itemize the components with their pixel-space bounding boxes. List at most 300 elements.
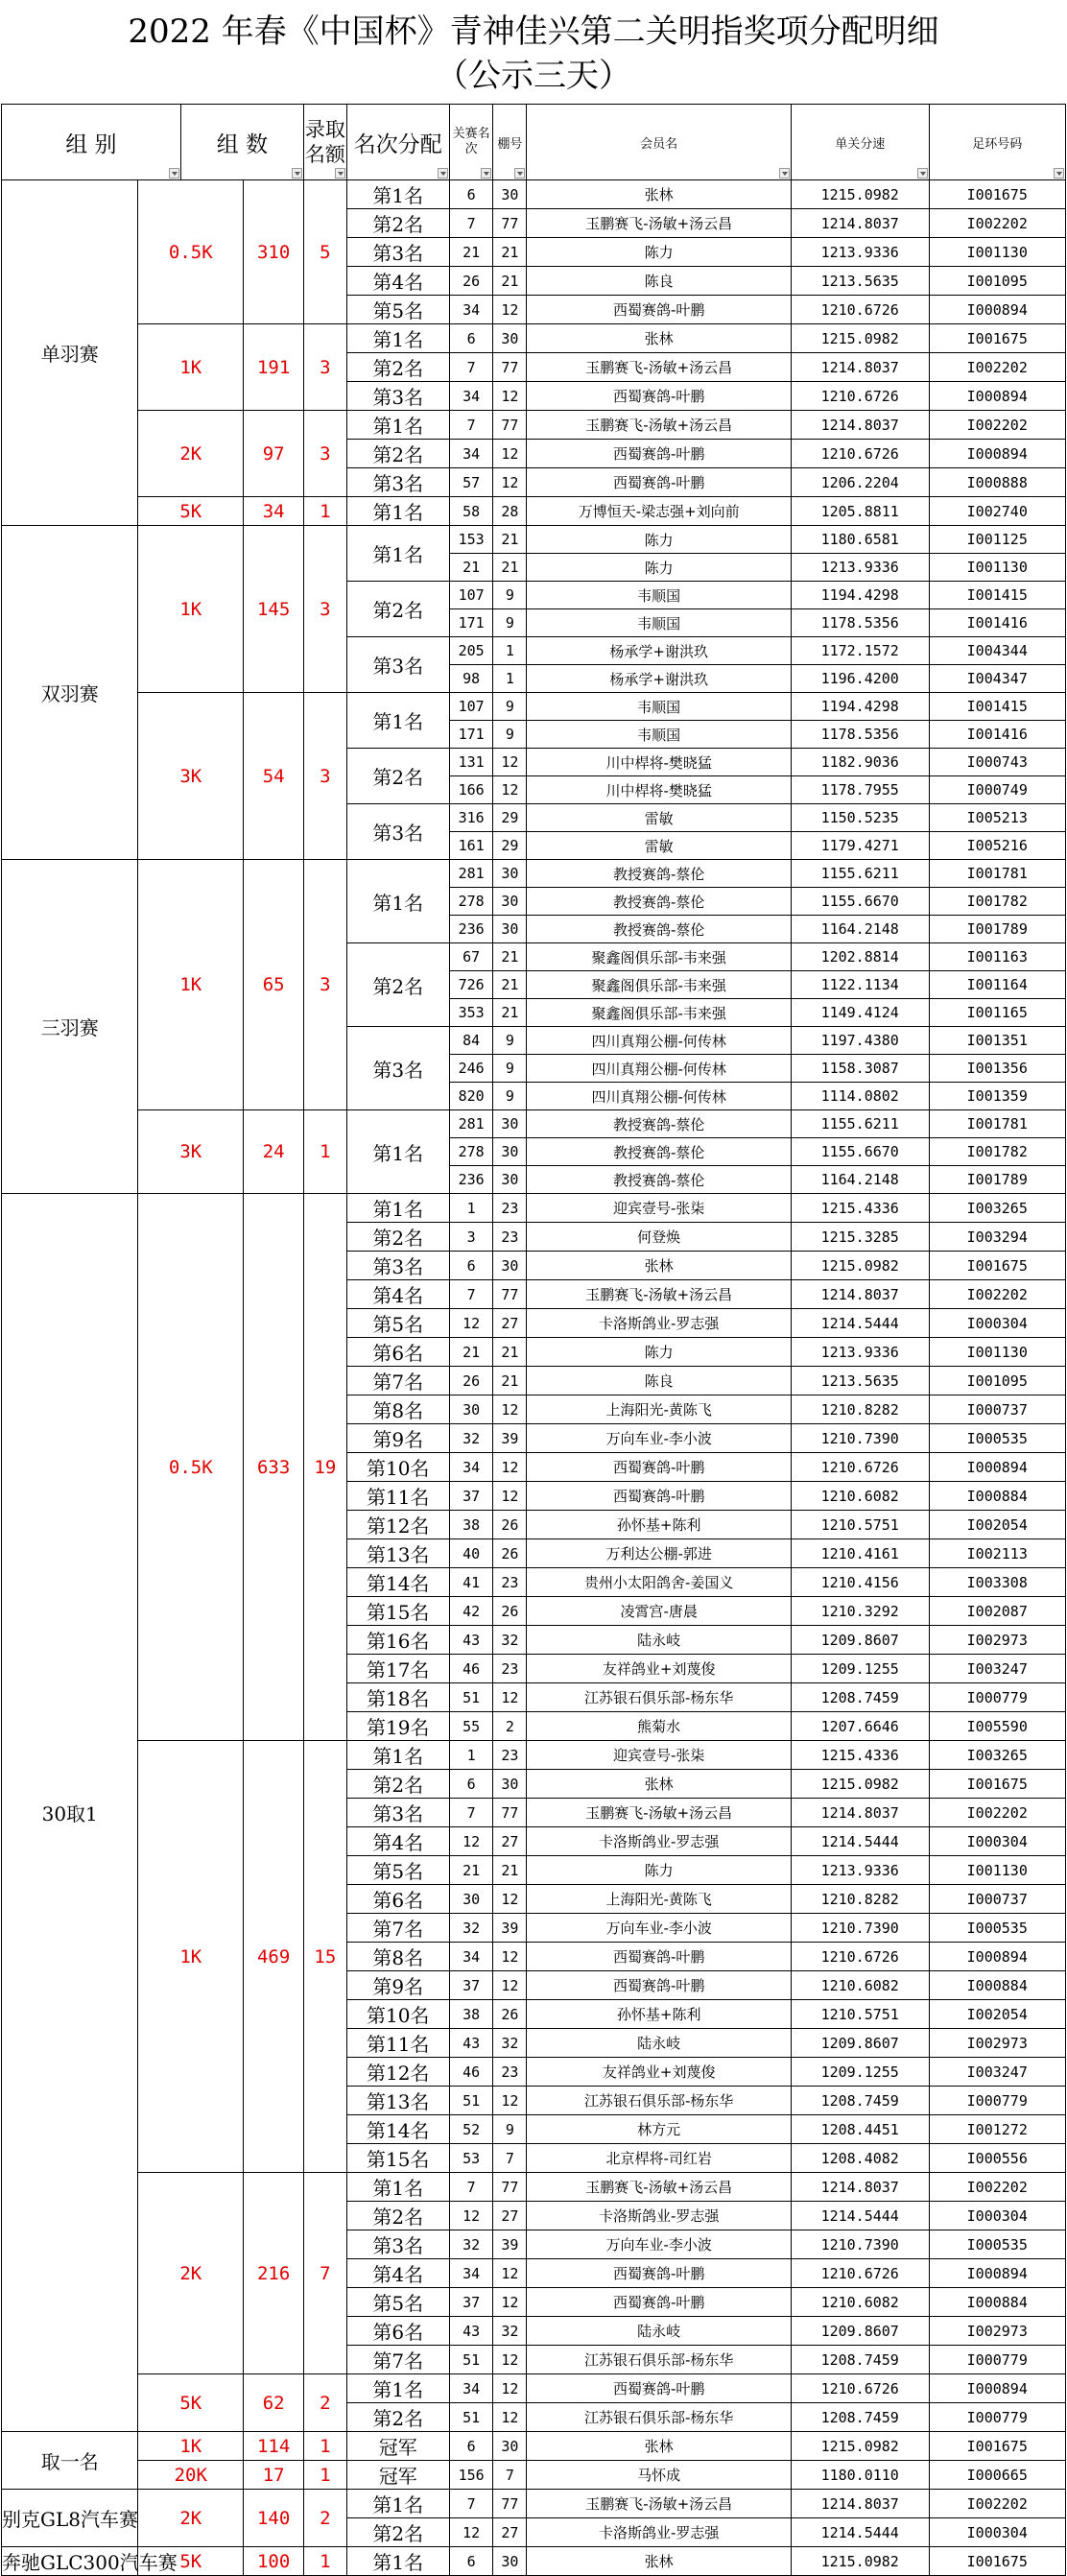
ring-number-cell: I001130	[929, 238, 1066, 267]
header-ring: 足环号码	[929, 105, 1066, 180]
speed-cell: 1214.8037	[791, 2173, 929, 2202]
ring-number-cell: I002973	[929, 1626, 1066, 1655]
cage-cell: 30	[493, 1770, 527, 1799]
speed-cell: 1213.9336	[791, 554, 929, 582]
rank-cell: 第11名	[346, 2029, 449, 2058]
cage-cell: 23	[493, 1194, 527, 1223]
cage-cell: 30	[493, 916, 527, 943]
group-count-cell: 191	[244, 324, 304, 411]
ring-number-cell: I001781	[929, 1110, 1066, 1138]
ring-number-cell: I003265	[929, 1194, 1066, 1223]
member-name-cell: 江苏银石俱乐部-杨东华	[527, 2087, 791, 2115]
rank-cell: 第2名	[346, 353, 449, 382]
speed-cell: 1214.8037	[791, 2490, 929, 2518]
race-rank-cell: 40	[449, 1539, 493, 1568]
member-name-cell: 西蜀赛鸽-叶鹏	[527, 1971, 791, 2000]
cage-cell: 21	[493, 971, 527, 999]
speed-cell: 1213.5635	[791, 1367, 929, 1395]
ring-number-cell: I001675	[929, 324, 1066, 353]
cage-cell: 30	[493, 2547, 527, 2576]
rank-cell: 冠军	[346, 2432, 449, 2461]
race-rank-cell: 46	[449, 2058, 493, 2087]
member-name-cell: 孙怀基+陈利	[527, 1511, 791, 1539]
rank-cell: 第1名	[346, 693, 449, 749]
rank-cell: 第3名	[346, 382, 449, 411]
rank-cell: 第4名	[346, 2259, 449, 2288]
ring-number-cell: I000779	[929, 2403, 1066, 2432]
speed-cell: 1210.8282	[791, 1395, 929, 1424]
cage-cell: 39	[493, 2230, 527, 2259]
ring-number-cell: I000894	[929, 2259, 1066, 2288]
filter-dropdown-icon[interactable]	[514, 168, 525, 179]
quota-cell: 2	[304, 2490, 346, 2547]
ring-number-cell: I001675	[929, 2547, 1066, 2576]
speed-cell: 1172.1572	[791, 637, 929, 665]
race-rank-cell: 156	[449, 2461, 493, 2490]
member-name-cell: 迎宾壹号-张柒	[527, 1194, 791, 1223]
race-rank-cell: 6	[449, 1770, 493, 1799]
filter-dropdown-icon[interactable]	[481, 168, 491, 179]
member-name-cell: 林方元	[527, 2115, 791, 2144]
ring-number-cell: I001675	[929, 1252, 1066, 1280]
cage-cell: 1	[493, 665, 527, 693]
race-rank-cell: 107	[449, 582, 493, 609]
speed-cell: 1215.0982	[791, 2432, 929, 2461]
distance-class-cell: 20K	[138, 2461, 244, 2490]
speed-cell: 1206.2204	[791, 468, 929, 497]
cage-cell: 12	[493, 2087, 527, 2115]
member-name-cell: 教授赛鸽-蔡伦	[527, 916, 791, 943]
ring-number-cell: I002054	[929, 2000, 1066, 2029]
cage-cell: 23	[493, 2058, 527, 2087]
rank-cell: 第8名	[346, 1943, 449, 1971]
speed-cell: 1213.9336	[791, 238, 929, 267]
member-name-cell: 教授赛鸽-蔡伦	[527, 1110, 791, 1138]
speed-cell: 1214.5444	[791, 2518, 929, 2547]
member-name-cell: 玉鹏赛飞-汤敏+汤云昌	[527, 209, 791, 238]
ring-number-cell: I001095	[929, 267, 1066, 296]
table-row	[2, 2374, 1066, 2403]
filter-dropdown-icon[interactable]	[169, 168, 179, 179]
member-name-cell: 四川真翔公棚-何传林	[527, 1083, 791, 1110]
speed-cell: 1208.7459	[791, 1683, 929, 1712]
rank-cell: 第12名	[346, 1511, 449, 1539]
member-name-cell: 教授赛鸽-蔡伦	[527, 1166, 791, 1194]
quota-cell: 1	[304, 1110, 346, 1194]
distance-class-cell: 2K	[138, 411, 244, 497]
group-count-cell: 62	[244, 2374, 304, 2432]
member-name-cell: 陈力	[527, 526, 791, 554]
race-rank-cell: 6	[449, 2547, 493, 2576]
member-name-cell: 北京桿将-司红岩	[527, 2144, 791, 2173]
race-rank-cell: 166	[449, 776, 493, 804]
member-name-cell: 友祥鸽业+刘蔑俊	[527, 1655, 791, 1683]
cage-cell: 30	[493, 888, 527, 916]
filter-dropdown-icon[interactable]	[438, 168, 448, 179]
table-row	[2, 1194, 1066, 1223]
rank-cell: 第7名	[346, 2346, 449, 2374]
group-count-cell: 24	[244, 1110, 304, 1194]
cage-cell: 23	[493, 1741, 527, 1770]
cage-cell: 27	[493, 2202, 527, 2230]
ring-number-cell: I000779	[929, 2087, 1066, 2115]
rank-cell: 第1名	[346, 411, 449, 440]
race-rank-cell: 131	[449, 749, 493, 776]
cage-cell: 28	[493, 497, 527, 526]
ring-number-cell: I004344	[929, 637, 1066, 665]
rank-cell: 第2名	[346, 943, 449, 1027]
quota-cell: 3	[304, 693, 346, 860]
document-title: 2022 年春《中国杯》青神佳兴第二关明指奖项分配明细	[128, 12, 939, 51]
ring-number-cell: I000894	[929, 296, 1066, 324]
speed-cell: 1215.3285	[791, 1223, 929, 1252]
member-name-cell: 凌霄宫-唐晨	[527, 1597, 791, 1626]
member-name-cell: 马怀成	[527, 2461, 791, 2490]
speed-cell: 1210.7390	[791, 1914, 929, 1943]
cage-cell: 30	[493, 180, 527, 209]
race-rank-cell: 43	[449, 2029, 493, 2058]
speed-cell: 1209.8607	[791, 1626, 929, 1655]
race-rank-cell: 26	[449, 1367, 493, 1395]
ring-number-cell: I002202	[929, 411, 1066, 440]
cage-cell: 21	[493, 554, 527, 582]
speed-cell: 1214.5444	[791, 2202, 929, 2230]
rank-cell: 第3名	[346, 2230, 449, 2259]
ring-number-cell: I001359	[929, 1083, 1066, 1110]
member-name-cell: 陆永岐	[527, 2029, 791, 2058]
distance-class-cell: 1K	[138, 526, 244, 693]
ring-number-cell: I002054	[929, 1511, 1066, 1539]
ring-number-cell: I000665	[929, 2461, 1066, 2490]
speed-cell: 1210.6726	[791, 440, 929, 468]
ring-number-cell: I000894	[929, 2374, 1066, 2403]
race-rank-cell: 1	[449, 1741, 493, 1770]
speed-cell: 1215.4336	[791, 1741, 929, 1770]
cage-cell: 77	[493, 2490, 527, 2518]
cage-cell: 9	[493, 582, 527, 609]
rank-cell: 第2名	[346, 582, 449, 637]
rank-cell: 第2名	[346, 2202, 449, 2230]
race-rank-cell: 34	[449, 440, 493, 468]
member-name-cell: 教授赛鸽-蔡伦	[527, 860, 791, 888]
speed-cell: 1210.6082	[791, 1482, 929, 1511]
quota-cell: 19	[304, 1194, 346, 1741]
rank-cell: 第2名	[346, 1223, 449, 1252]
ring-number-cell: I001781	[929, 860, 1066, 888]
quota-cell: 3	[304, 526, 346, 693]
member-name-cell: 玉鹏赛飞-汤敏+汤云昌	[527, 2490, 791, 2518]
race-rank-cell: 21	[449, 1856, 493, 1885]
ring-number-cell: I000888	[929, 468, 1066, 497]
rank-cell: 第3名	[346, 238, 449, 267]
cage-cell: 12	[493, 2374, 527, 2403]
cage-cell: 23	[493, 1568, 527, 1597]
speed-cell: 1208.7459	[791, 2403, 929, 2432]
ring-number-cell: I000894	[929, 440, 1066, 468]
ring-number-cell: I005590	[929, 1712, 1066, 1741]
ring-number-cell: I002202	[929, 2173, 1066, 2202]
speed-cell: 1215.0982	[791, 180, 929, 209]
rank-cell: 第11名	[346, 1482, 449, 1511]
ring-number-cell: I000749	[929, 776, 1066, 804]
cage-cell: 39	[493, 1424, 527, 1453]
speed-cell: 1210.5751	[791, 2000, 929, 2029]
rank-cell: 第1名	[346, 324, 449, 353]
member-name-cell: 聚鑫阁俱乐部-韦来强	[527, 971, 791, 999]
race-rank-cell: 98	[449, 665, 493, 693]
speed-cell: 1210.3292	[791, 1597, 929, 1626]
rank-cell: 第1名	[346, 497, 449, 526]
race-rank-cell: 7	[449, 209, 493, 238]
table-row	[2, 860, 1066, 888]
group-count-cell: 310	[244, 180, 304, 324]
member-name-cell: 西蜀赛鸽-叶鹏	[527, 1943, 791, 1971]
rank-cell: 第2名	[346, 749, 449, 804]
speed-cell: 1215.0982	[791, 324, 929, 353]
member-name-cell: 韦顺国	[527, 693, 791, 721]
rank-cell: 第5名	[346, 1309, 449, 1338]
speed-cell: 1155.6670	[791, 1138, 929, 1166]
group-count-cell: 17	[244, 2461, 304, 2490]
speed-cell: 1210.6082	[791, 2288, 929, 2317]
ring-number-cell: I003308	[929, 1568, 1066, 1597]
member-name-cell: 韦顺国	[527, 721, 791, 749]
rank-cell: 第14名	[346, 2115, 449, 2144]
member-name-cell: 杨承学+谢洪玖	[527, 665, 791, 693]
speed-cell: 1178.5356	[791, 609, 929, 637]
race-rank-cell: 55	[449, 1712, 493, 1741]
member-name-cell: 万利达公棚-郭进	[527, 1539, 791, 1568]
member-name-cell: 西蜀赛鸽-叶鹏	[527, 1482, 791, 1511]
member-name-cell: 陈力	[527, 1856, 791, 1885]
race-rank-cell: 67	[449, 943, 493, 971]
quota-cell: 1	[304, 2547, 346, 2576]
ring-number-cell: I003294	[929, 1223, 1066, 1252]
group-count-cell: 145	[244, 526, 304, 693]
member-name-cell: 川中桿将-樊晓猛	[527, 749, 791, 776]
table-row	[2, 497, 1066, 526]
race-rank-cell: 51	[449, 2346, 493, 2374]
cage-cell: 9	[493, 1027, 527, 1055]
ring-number-cell: I005216	[929, 832, 1066, 860]
ring-number-cell: I005213	[929, 804, 1066, 832]
distance-class-cell: 1K	[138, 2432, 244, 2461]
rank-cell: 第5名	[346, 2288, 449, 2317]
cage-cell: 29	[493, 832, 527, 860]
member-name-cell: 陈力	[527, 238, 791, 267]
race-rank-cell: 3	[449, 1223, 493, 1252]
member-name-cell: 上海阳光-黄陈飞	[527, 1885, 791, 1914]
race-rank-cell: 42	[449, 1597, 493, 1626]
cage-cell: 12	[493, 1971, 527, 2000]
rank-cell: 第2名	[346, 2403, 449, 2432]
race-rank-cell: 12	[449, 1309, 493, 1338]
speed-cell: 1209.1255	[791, 2058, 929, 2087]
race-rank-cell: 278	[449, 1138, 493, 1166]
cage-cell: 12	[493, 2403, 527, 2432]
rank-cell: 第2名	[346, 2518, 449, 2547]
distance-class-cell: 1K	[138, 860, 244, 1110]
race-rank-cell: 236	[449, 916, 493, 943]
ring-number-cell: I000304	[929, 1309, 1066, 1338]
filter-dropdown-icon[interactable]	[292, 168, 302, 179]
speed-cell: 1215.0982	[791, 2547, 929, 2576]
speed-cell: 1209.8607	[791, 2317, 929, 2346]
group-count-cell: 100	[244, 2547, 304, 2576]
distance-class-cell: 5K	[138, 2374, 244, 2432]
member-name-cell: 何登焕	[527, 1223, 791, 1252]
speed-cell: 1210.6726	[791, 2374, 929, 2403]
rank-cell: 第8名	[346, 1395, 449, 1424]
quota-cell: 1	[304, 2432, 346, 2461]
race-rank-cell: 726	[449, 971, 493, 999]
quota-cell: 2	[304, 2374, 346, 2432]
header-rank-alloc: 名次分配	[346, 105, 449, 180]
member-name-cell: 玉鹏赛飞-汤敏+汤云昌	[527, 353, 791, 382]
cage-cell: 21	[493, 1338, 527, 1367]
cage-cell: 9	[493, 1083, 527, 1110]
ring-number-cell: I001095	[929, 1367, 1066, 1395]
cage-cell: 29	[493, 804, 527, 832]
race-rank-cell: 7	[449, 411, 493, 440]
cage-cell: 21	[493, 1856, 527, 1885]
rank-cell: 第15名	[346, 2144, 449, 2173]
filter-dropdown-icon[interactable]	[335, 168, 345, 179]
member-name-cell: 陈力	[527, 554, 791, 582]
speed-cell: 1210.6726	[791, 382, 929, 411]
ring-number-cell: I002087	[929, 1597, 1066, 1626]
race-rank-cell: 37	[449, 2288, 493, 2317]
table-row	[2, 2547, 1066, 2576]
member-name-cell: 聚鑫阁俱乐部-韦来强	[527, 943, 791, 971]
quota-cell: 1	[304, 497, 346, 526]
ring-number-cell: I000737	[929, 1885, 1066, 1914]
filter-dropdown-icon[interactable]	[779, 168, 790, 179]
ring-number-cell: I004347	[929, 665, 1066, 693]
race-rank-cell: 21	[449, 238, 493, 267]
distance-class-cell: 2K	[138, 2173, 244, 2374]
rank-cell: 第4名	[346, 1827, 449, 1856]
award-table	[1, 104, 1066, 2576]
race-rank-cell: 820	[449, 1083, 493, 1110]
group-name-cell: 30取1	[2, 1194, 138, 2432]
cage-cell: 12	[493, 2288, 527, 2317]
table-row	[2, 2432, 1066, 2461]
table-row	[2, 324, 1066, 353]
table-row	[2, 411, 1066, 440]
ring-number-cell: I003247	[929, 1655, 1066, 1683]
header-member: 会员名	[527, 105, 791, 180]
cage-cell: 12	[493, 1395, 527, 1424]
member-name-cell: 西蜀赛鸽-叶鹏	[527, 440, 791, 468]
member-name-cell: 张林	[527, 2432, 791, 2461]
race-rank-cell: 171	[449, 609, 493, 637]
speed-cell: 1210.7390	[791, 1424, 929, 1453]
rank-cell: 第1名	[346, 1194, 449, 1223]
speed-cell: 1209.1255	[791, 1655, 929, 1683]
cage-cell: 30	[493, 1252, 527, 1280]
ring-number-cell: I000556	[929, 2144, 1066, 2173]
speed-cell: 1158.3087	[791, 1055, 929, 1083]
cage-cell: 77	[493, 353, 527, 382]
header-row	[2, 105, 1066, 180]
speed-cell: 1205.8811	[791, 497, 929, 526]
rank-cell: 第2名	[346, 1770, 449, 1799]
cage-cell: 30	[493, 1166, 527, 1194]
member-name-cell: 西蜀赛鸽-叶鹏	[527, 2288, 791, 2317]
rank-cell: 第1名	[346, 2547, 449, 2576]
speed-cell: 1210.6726	[791, 2259, 929, 2288]
ring-number-cell: I000779	[929, 1683, 1066, 1712]
speed-cell: 1208.4082	[791, 2144, 929, 2173]
filter-dropdown-icon[interactable]	[1054, 168, 1064, 179]
rank-cell: 第6名	[346, 1885, 449, 1914]
speed-cell: 1194.4298	[791, 582, 929, 609]
member-name-cell: 四川真翔公棚-何传林	[527, 1027, 791, 1055]
ring-number-cell: I001130	[929, 554, 1066, 582]
race-rank-cell: 32	[449, 1914, 493, 1943]
member-name-cell: 张林	[527, 2547, 791, 2576]
filter-dropdown-icon[interactable]	[917, 168, 928, 179]
rank-cell: 第9名	[346, 1971, 449, 2000]
table-row	[2, 693, 1066, 721]
group-count-cell: 140	[244, 2490, 304, 2547]
speed-cell: 1197.4380	[791, 1027, 929, 1055]
speed-cell: 1180.6581	[791, 526, 929, 554]
member-name-cell: 万博恒天-梁志强+刘向前	[527, 497, 791, 526]
rank-cell: 第7名	[346, 1914, 449, 1943]
cage-cell: 30	[493, 860, 527, 888]
group-count-cell: 216	[244, 2173, 304, 2374]
race-rank-cell: 1	[449, 1194, 493, 1223]
member-name-cell: 雷敏	[527, 832, 791, 860]
ring-number-cell: I000884	[929, 2288, 1066, 2317]
header-quota: 录取名额	[304, 105, 346, 180]
rank-cell: 第1名	[346, 2490, 449, 2518]
rank-cell: 第9名	[346, 1424, 449, 1453]
ring-number-cell: I000894	[929, 1453, 1066, 1482]
ring-number-cell: I001416	[929, 721, 1066, 749]
cage-cell: 12	[493, 776, 527, 804]
rank-cell: 第5名	[346, 296, 449, 324]
cage-cell: 21	[493, 238, 527, 267]
speed-cell: 1180.0110	[791, 2461, 929, 2490]
speed-cell: 1150.5235	[791, 804, 929, 832]
race-rank-cell: 46	[449, 1655, 493, 1683]
member-name-cell: 万向车业-李小波	[527, 1424, 791, 1453]
member-name-cell: 陈良	[527, 1367, 791, 1395]
rank-cell: 第1名	[346, 180, 449, 209]
race-rank-cell: 21	[449, 1338, 493, 1367]
member-name-cell: 迎宾壹号-张柒	[527, 1741, 791, 1770]
member-name-cell: 江苏银石俱乐部-杨东华	[527, 2403, 791, 2432]
ring-number-cell: I000304	[929, 1827, 1066, 1856]
speed-cell: 1213.9336	[791, 1856, 929, 1885]
member-name-cell: 贵州小太阳鸽舍-姜国义	[527, 1568, 791, 1597]
ring-number-cell: I001415	[929, 693, 1066, 721]
ring-number-cell: I002113	[929, 1539, 1066, 1568]
cage-cell: 9	[493, 609, 527, 637]
rank-cell: 第3名	[346, 1252, 449, 1280]
race-rank-cell: 51	[449, 1683, 493, 1712]
rank-cell: 第6名	[346, 2317, 449, 2346]
race-rank-cell: 171	[449, 721, 493, 749]
ring-number-cell: I001130	[929, 1856, 1066, 1885]
ring-number-cell: I001165	[929, 999, 1066, 1027]
ring-number-cell: I002973	[929, 2029, 1066, 2058]
cage-cell: 21	[493, 1367, 527, 1395]
cage-cell: 21	[493, 999, 527, 1027]
